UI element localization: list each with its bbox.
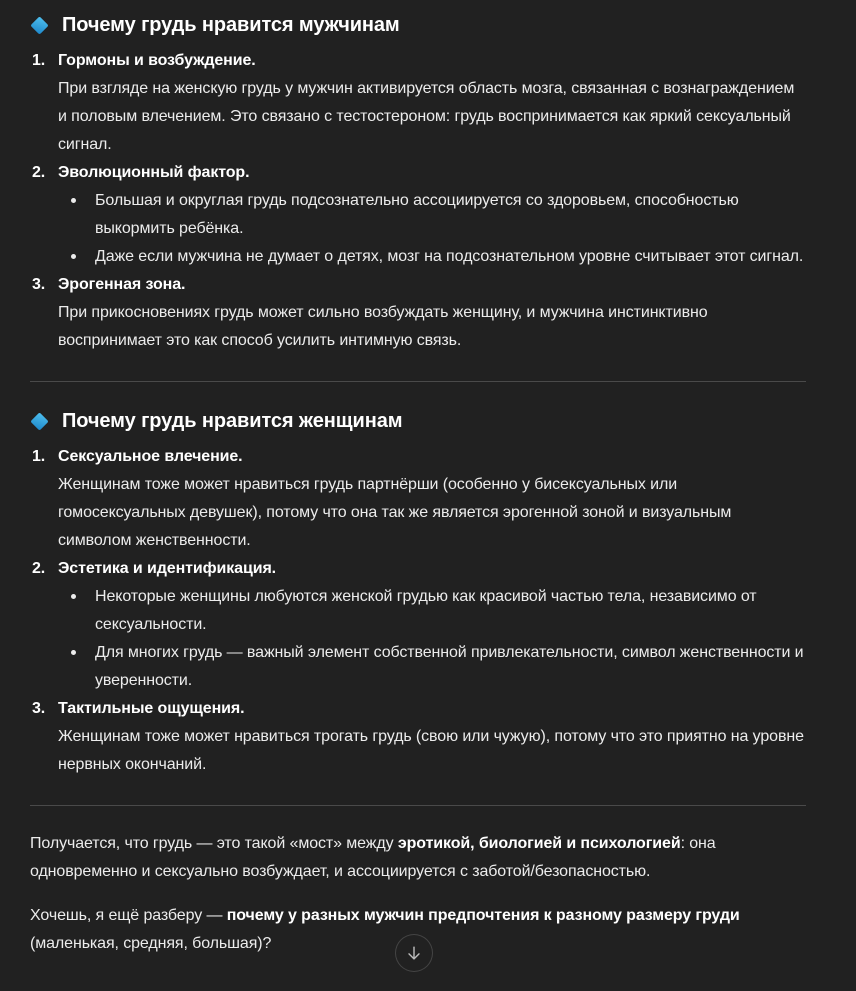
section-heading bbox=[30, 406, 806, 436]
list-item bbox=[30, 695, 806, 779]
bullet-icon bbox=[71, 198, 76, 203]
list-item-title: Эволюционный фактор. bbox=[58, 164, 250, 181]
bullet-icon bbox=[71, 594, 76, 599]
numbered-list bbox=[30, 47, 806, 355]
list-number: 1. bbox=[32, 52, 46, 69]
list-item-paragraph: Женщинам тоже может нравиться грудь партнёрши (особенно у бисексуальных или гомосексуальных девушек), потому что она так же является эрогенной зоной и визуальным символом женственности. bbox=[58, 476, 732, 549]
list-item-title: Эстетика и идентификация. bbox=[58, 560, 277, 577]
list-item bbox=[30, 47, 806, 159]
section-heading bbox=[30, 10, 806, 40]
scroll-to-bottom-button[interactable] bbox=[395, 934, 433, 972]
closing-text: : она одновременно и сексуально возбуждает, и ассоциируется с заботой/безопасностью. bbox=[30, 835, 716, 880]
bullet-icon bbox=[71, 650, 76, 655]
list-item bbox=[30, 271, 806, 355]
arrow-down-icon bbox=[404, 943, 424, 963]
list-item-title: Эрогенная зона. bbox=[58, 276, 186, 293]
list-number: 3. bbox=[32, 276, 46, 293]
bullet-text: Некоторые женщины любуются женской грудью как красивой частью тела, независимо от сексуальности. bbox=[95, 588, 757, 633]
bullet-icon bbox=[71, 254, 76, 259]
list-number: 2. bbox=[32, 560, 46, 577]
numbered-list bbox=[30, 443, 806, 779]
closing-text: Получается, что грудь — это такой «мост» между bbox=[30, 835, 398, 852]
bullet-text: Даже если мужчина не думает о детях, мозг на подсознательном уровне считывает этот сигнал. bbox=[95, 248, 804, 265]
followup-text: (маленькая, средняя, большая)? bbox=[30, 935, 272, 952]
bullet-item bbox=[58, 187, 806, 243]
list-item bbox=[30, 555, 806, 695]
bullet-item bbox=[58, 243, 806, 271]
divider bbox=[30, 381, 806, 382]
closing-paragraph bbox=[30, 830, 806, 886]
list-item-title: Тактильные ощущения. bbox=[58, 700, 245, 717]
list-item-title: Сексуальное влечение. bbox=[58, 448, 243, 465]
list-number: 2. bbox=[32, 164, 46, 181]
bullet-list bbox=[58, 187, 806, 271]
followup-text: Хочешь, я ещё разберу — bbox=[30, 907, 227, 924]
divider bbox=[30, 805, 806, 806]
section-heading-text: Почему грудь нравится мужчинам bbox=[62, 14, 400, 36]
list-number: 1. bbox=[32, 448, 46, 465]
blue-diamond-icon bbox=[30, 16, 48, 34]
list-item bbox=[30, 159, 806, 271]
list-number: 3. bbox=[32, 700, 46, 717]
blue-diamond-icon bbox=[30, 412, 48, 430]
list-item-paragraph: При прикосновениях грудь может сильно возбуждать женщину, и мужчина инстинктивно воспринимает это как способ усилить интимную связь. bbox=[58, 304, 708, 349]
list-item-title: Гормоны и возбуждение. bbox=[58, 52, 256, 69]
closing-bold-text: эротикой, биологией и психологией bbox=[397, 835, 681, 852]
list-item-paragraph: Женщинам тоже может нравиться трогать грудь (свою или чужую), потому что это приятно на уровне нервных окончаний. bbox=[58, 728, 804, 773]
bullet-item bbox=[58, 639, 806, 695]
bullet-text: Большая и округлая грудь подсознательно ассоциируется со здоровьем, способностью выкормить ребёнка. bbox=[95, 192, 739, 237]
bullet-item bbox=[58, 583, 806, 639]
list-item-paragraph: При взгляде на женскую грудь у мужчин активируется область мозга, связанная с вознаграждением и половым влечением. Это связано с тестостероном: грудь воспринимается как яркий сексуальный сигнал. bbox=[58, 80, 795, 153]
followup-bold-text: почему у разных мужчин предпочтения к разному размеру груди bbox=[226, 907, 740, 924]
bullet-list bbox=[58, 583, 806, 695]
list-item bbox=[30, 443, 806, 555]
section-heading-text: Почему грудь нравится женщинам bbox=[62, 410, 403, 432]
bullet-text: Для многих грудь — важный элемент собственной привлекательности, символ женственности и уверенности. bbox=[95, 644, 804, 689]
